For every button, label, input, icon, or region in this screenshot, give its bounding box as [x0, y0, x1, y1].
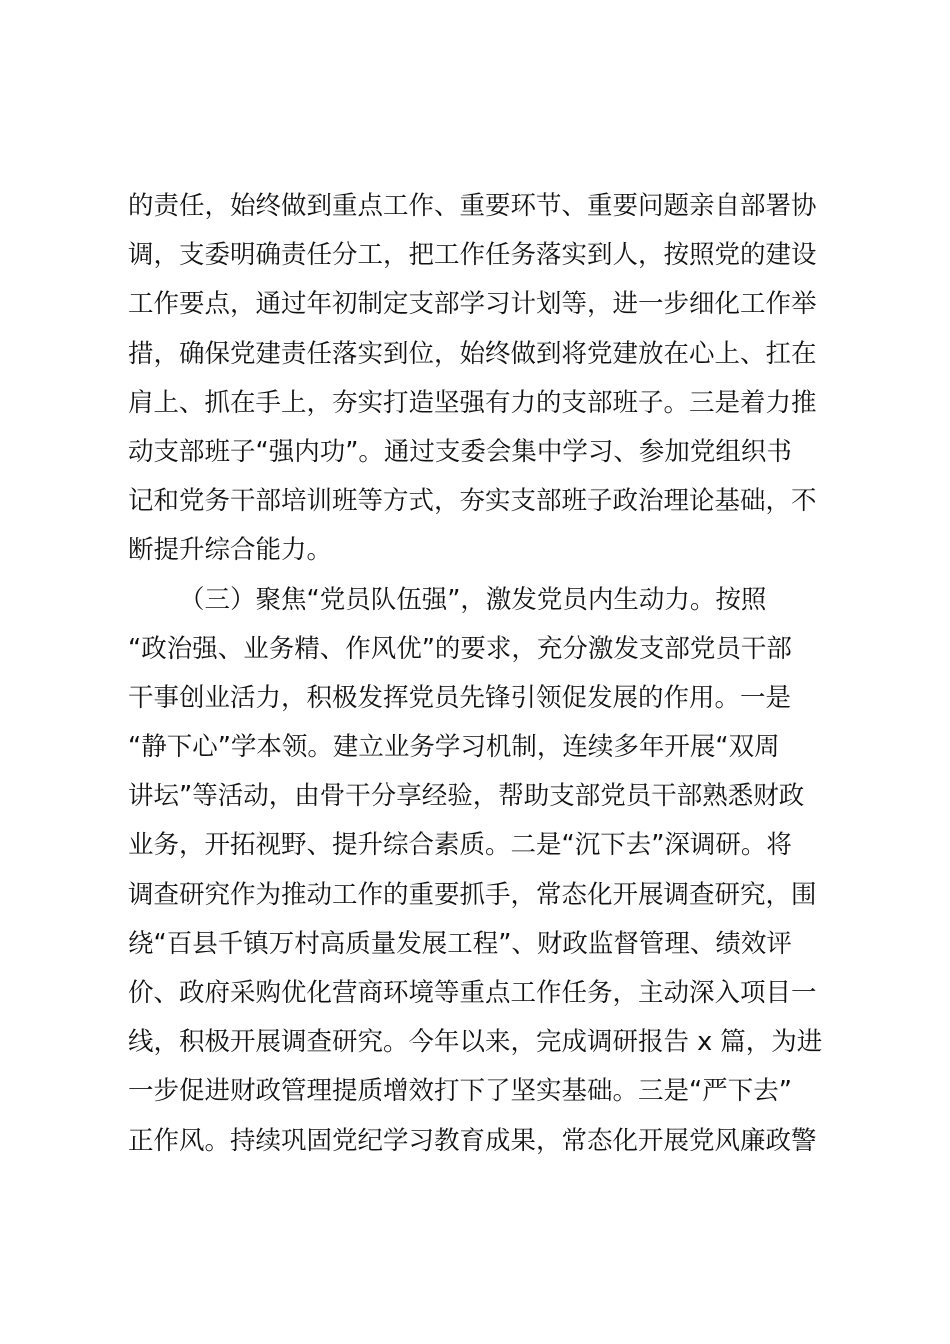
text-line: 业务，开拓视野、提升综合素质。二是“沉下去”深调研。将 — [128, 830, 792, 861]
text-line: 措，确保党建责任落实到位，始终做到将党建放在心上、扛在 — [128, 338, 817, 369]
text-line: 动支部班子“强内功”。通过支委会集中学习、参加党组织书 — [128, 436, 792, 467]
text-line: 工作要点，通过年初制定支部学习计划等，进一步细化工作举 — [128, 289, 817, 320]
text-line: 价、政府采购优化营商环境等重点工作任务，主动深入项目一 — [128, 978, 817, 1008]
text-line: 一步促进财政管理提质增效打下了坚实基础。三是“严下去” — [128, 1076, 792, 1107]
body-text — [128, 182, 832, 1166]
text-line: 调查研究作为推动工作的重要抓手，常态化开展调查研究，围 — [128, 879, 817, 910]
text-line: 讲坛”等活动，由骨干分享经验，帮助支部党员干部熟悉财政 — [128, 781, 805, 812]
text-line: “政治强、业务精、作风优”的要求，充分激发支部党员干部 — [128, 633, 792, 664]
text-line: “静下心”学本领。建立业务学习机制，连续多年开展“双周 — [128, 732, 780, 763]
text-line: 断提升综合能力。 — [128, 535, 333, 566]
paragraph-heading-line: （三）聚焦“党员队伍强”，激发党员内生动力。按照 — [179, 584, 767, 615]
text-line: 调，支委明确责任分工，把工作任务落实到人，按照党的建设 — [128, 240, 817, 271]
text-line: 的责任，始终做到重点工作、重要环节、重要问题亲自部署协 — [128, 191, 817, 221]
text-line: 记和党务干部培训班等方式，夯实支部班子政治理论基础，不 — [128, 486, 817, 517]
text-line: 肩上、抓在手上，夯实打造坚强有力的支部班子。三是着力推 — [128, 387, 817, 418]
text-line: 线，积极开展调查研究。今年以来，完成调研报告 x 篇，为进 — [128, 1027, 823, 1058]
text-line: 绕“百县千镇万村高质量发展工程”、财政监督管理、绩效评 — [128, 928, 792, 959]
text-line: 正作风。持续巩固党纪学习教育成果，常态化开展党风廉政警 — [128, 1125, 817, 1156]
text-line: 干事创业活力，积极发挥党员先锋引领促发展的作用。一是 — [128, 682, 792, 713]
